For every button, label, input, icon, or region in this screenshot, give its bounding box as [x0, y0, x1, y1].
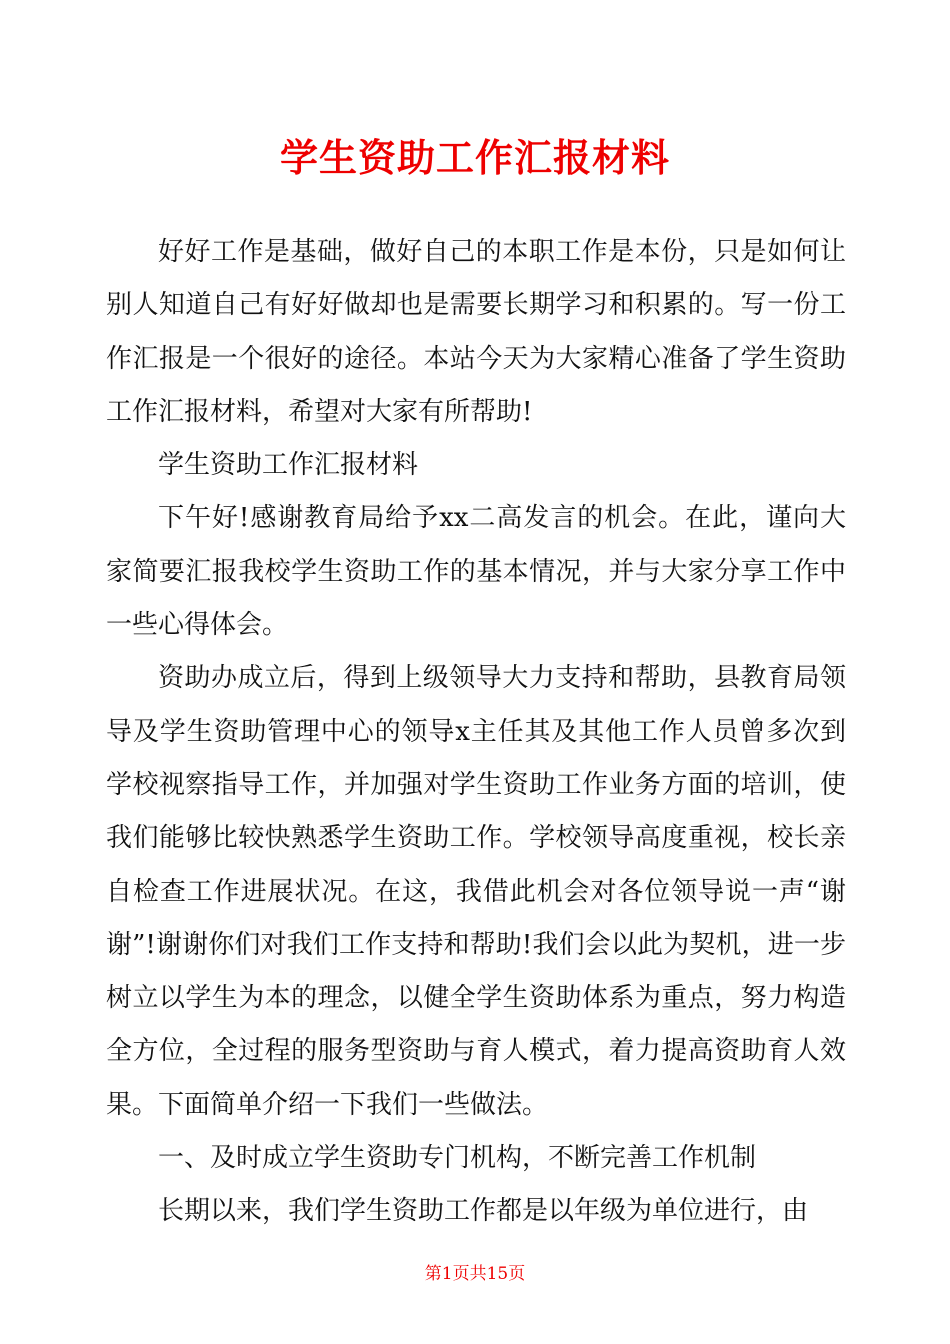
- paragraph-section-1: 长期以来，我们学生资助工作都是以年级为单位进行，由: [158, 1196, 809, 1227]
- page-number-footer: 第1页共15页: [424, 1264, 526, 1284]
- paragraph-greeting: 下午好!感谢教育局给予xx二高发言的机会。在此，谨向大家简要汇报我校学生资助工作的基本情况，并与大家分享工作中一些心得体会。: [106, 503, 846, 641]
- paragraph-subtitle: 学生资助工作汇报材料: [158, 450, 419, 481]
- paragraph-intro: 好好工作是基础，做好自己的本职工作是本份，只是如何让别人知道自己有好好做却也是需要长期学习和积累的。写一份工作汇报是一个很好的途径。本站今天为大家精心准备了学生资助工作汇报材料，希望对大家有所帮助!: [106, 237, 846, 427]
- section-heading-1: 一、及时成立学生资助专门机构，不断完善工作机制: [158, 1143, 757, 1174]
- paragraph-support: 资助办成立后，得到上级领导大力支持和帮助，县教育局领导及学生资助管理中心的领导x主任其及其他工作人员曾多次到学校视察指导工作，并加强对学生资助工作业务方面的培训，使我们能够比较快熟悉学生资助工作。学校领导高度重视，校长亲自检查工作进展状况。在这，我借此机会对各位领导说一声“谢谢”!谢谢你们对我们工作支持和帮助!我们会以此为契机，进一步树立以学生为本的理念，以健全学生资助体系为重点，努力构造全方位，全过程的服务型资助与育人模式，着力提高资助育人效果。下面简单介绍一下我们一些做法。: [106, 663, 846, 1120]
- document-title: 学生资助工作汇报材料: [279, 136, 670, 181]
- document-body: [106, 226, 846, 1239]
